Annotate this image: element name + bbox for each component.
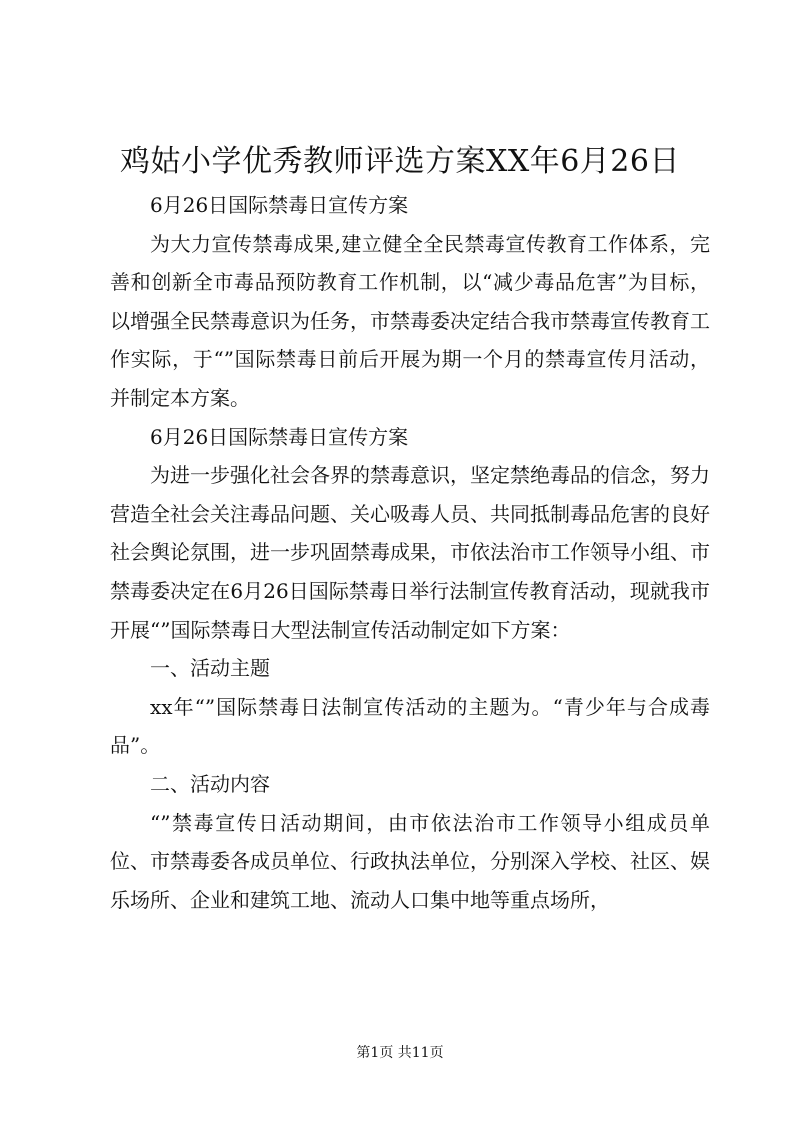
paragraph-content: “”禁毒宣传日活动期间，由市依法治市工作领导小组成员单位、市禁毒委各成员单位、行政执法单位，分别深入学校、社区、娱乐场所、企业和建筑工地、流动人口集中地等重点场所， [110, 810, 710, 912]
section-heading-theme: 一、活动主题 [150, 656, 270, 681]
paragraph-theme: xx年“”国际禁毒日法制宣传活动的主题为。“青少年与合成毒品”。 [110, 694, 710, 758]
page-footer: 第1页 共11页 [356, 1045, 444, 1061]
paragraph-purpose: 为进一步强化社会各界的禁毒意识，坚定禁绝毒品的信念，努力营造全社会关注毒品问题、关心吸毒人员、共同抵制毒品危害的良好社会舆论氛围，进一步巩固禁毒成果，市依法治市工作领导小组、市禁毒委决定在6月26日国际禁毒日举行法制宣传教育活动，现就我市开展“”国际禁毒日大型法制宣传活动制定如下方案： [110, 463, 710, 642]
document-body [110, 186, 710, 919]
document-title: 鸡姑小学优秀教师评选方案XX年6月26日 [120, 144, 680, 179]
paragraph-intro: 为大力宣传禁毒成果,建立健全全民禁毒宣传教育工作体系，完善和创新全市毒品预防教育工作机制，以“减少毒品危害”为目标，以增强全民禁毒意识为任务，市禁毒委决定结合我市禁毒宣传教育工作实际，于“”国际禁毒日前后开展为期一个月的禁毒宣传月活动，并制定本方案。 [110, 231, 710, 410]
section-heading-content: 二、活动内容 [150, 771, 270, 796]
paragraph-heading-2: 6月26日国际禁毒日宣传方案 [150, 424, 409, 449]
paragraph-heading-1: 6月26日国际禁毒日宣传方案 [150, 193, 409, 217]
